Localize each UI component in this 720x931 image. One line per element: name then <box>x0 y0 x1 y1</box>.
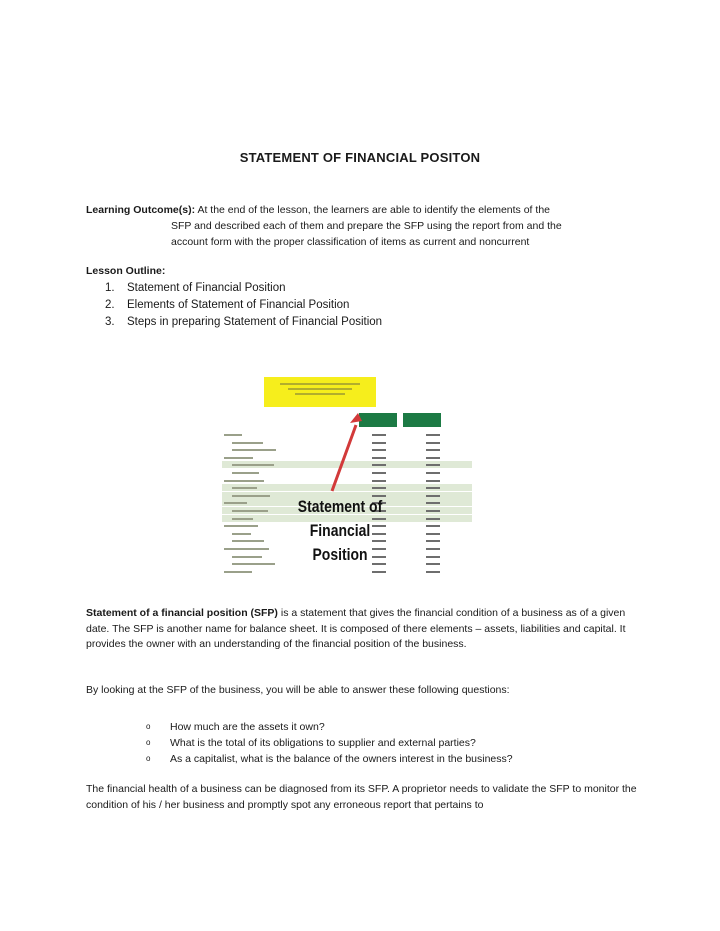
outline-item <box>105 280 382 297</box>
question-item <box>146 735 513 751</box>
outline-item-number: 3. <box>105 316 115 328</box>
sfp-definition-term: Statement of a financial position (SFP) <box>86 607 278 619</box>
financial-health-paragraph: The financial health of a business can be diagnosed from its SFP. A proprietor needs to validate the SFP to monitor the condition of his / her business and promptly spot any erroneous report that pertains to <box>86 783 637 811</box>
bullet-marker: o <box>146 738 151 747</box>
figure-caption-line-1: Statement of Financial <box>297 497 383 540</box>
sfp-definition-paragraph <box>86 606 638 653</box>
bullet-marker: o <box>146 754 151 763</box>
page-title: STATEMENT OF FINANCIAL POSITON <box>239 150 481 165</box>
questions-list <box>146 719 513 767</box>
learning-outcome-line-3: account form with the proper classification of items as current and noncurrent <box>171 236 530 248</box>
lesson-outline-list <box>105 280 382 331</box>
learning-outcome <box>86 202 646 250</box>
lesson-outline-title: Lesson Outline: <box>86 265 166 277</box>
learning-outcome-label: Learning Outcome(s): <box>86 204 196 216</box>
outline-item-number: 1. <box>105 282 115 294</box>
outline-item-text: Statement of Financial Position <box>127 282 286 294</box>
question-text: What is the total of its obligations to supplier and external parties? <box>170 737 476 749</box>
questions-intro: By looking at the SFP of the business, you will be able to answer these following questions: <box>86 684 510 696</box>
figure-caption <box>266 495 414 567</box>
outline-item-number: 2. <box>105 299 115 311</box>
outline-item-text: Elements of Statement of Financial Position <box>127 299 350 311</box>
learning-outcome-line-2: SFP and described each of them and prepare the SFP using the report from and the <box>171 220 562 232</box>
learning-outcome-line-1: At the end of the lesson, the learners are able to identify the elements of the <box>197 204 550 216</box>
question-text: How much are the assets it own? <box>170 721 325 733</box>
question-text: As a capitalist, what is the balance of the owners interest in the business? <box>170 753 513 765</box>
figure-caption-line-2: Position <box>312 545 368 564</box>
outline-item-text: Steps in preparing Statement of Financial Position <box>127 316 383 328</box>
outline-item <box>105 314 382 331</box>
outline-item <box>105 297 382 314</box>
sfp-figure <box>222 373 478 591</box>
question-item <box>146 719 513 735</box>
sfp-definition-text: is a statement that gives the financial condition of a business as of a given date. The SFP is another name for balance sheet. It is composed of there elements – assets, liabilities and capital. It provides the owner with an understanding of the financial position of the business. <box>86 607 626 650</box>
bullet-marker: o <box>146 722 151 731</box>
question-item <box>146 751 513 767</box>
